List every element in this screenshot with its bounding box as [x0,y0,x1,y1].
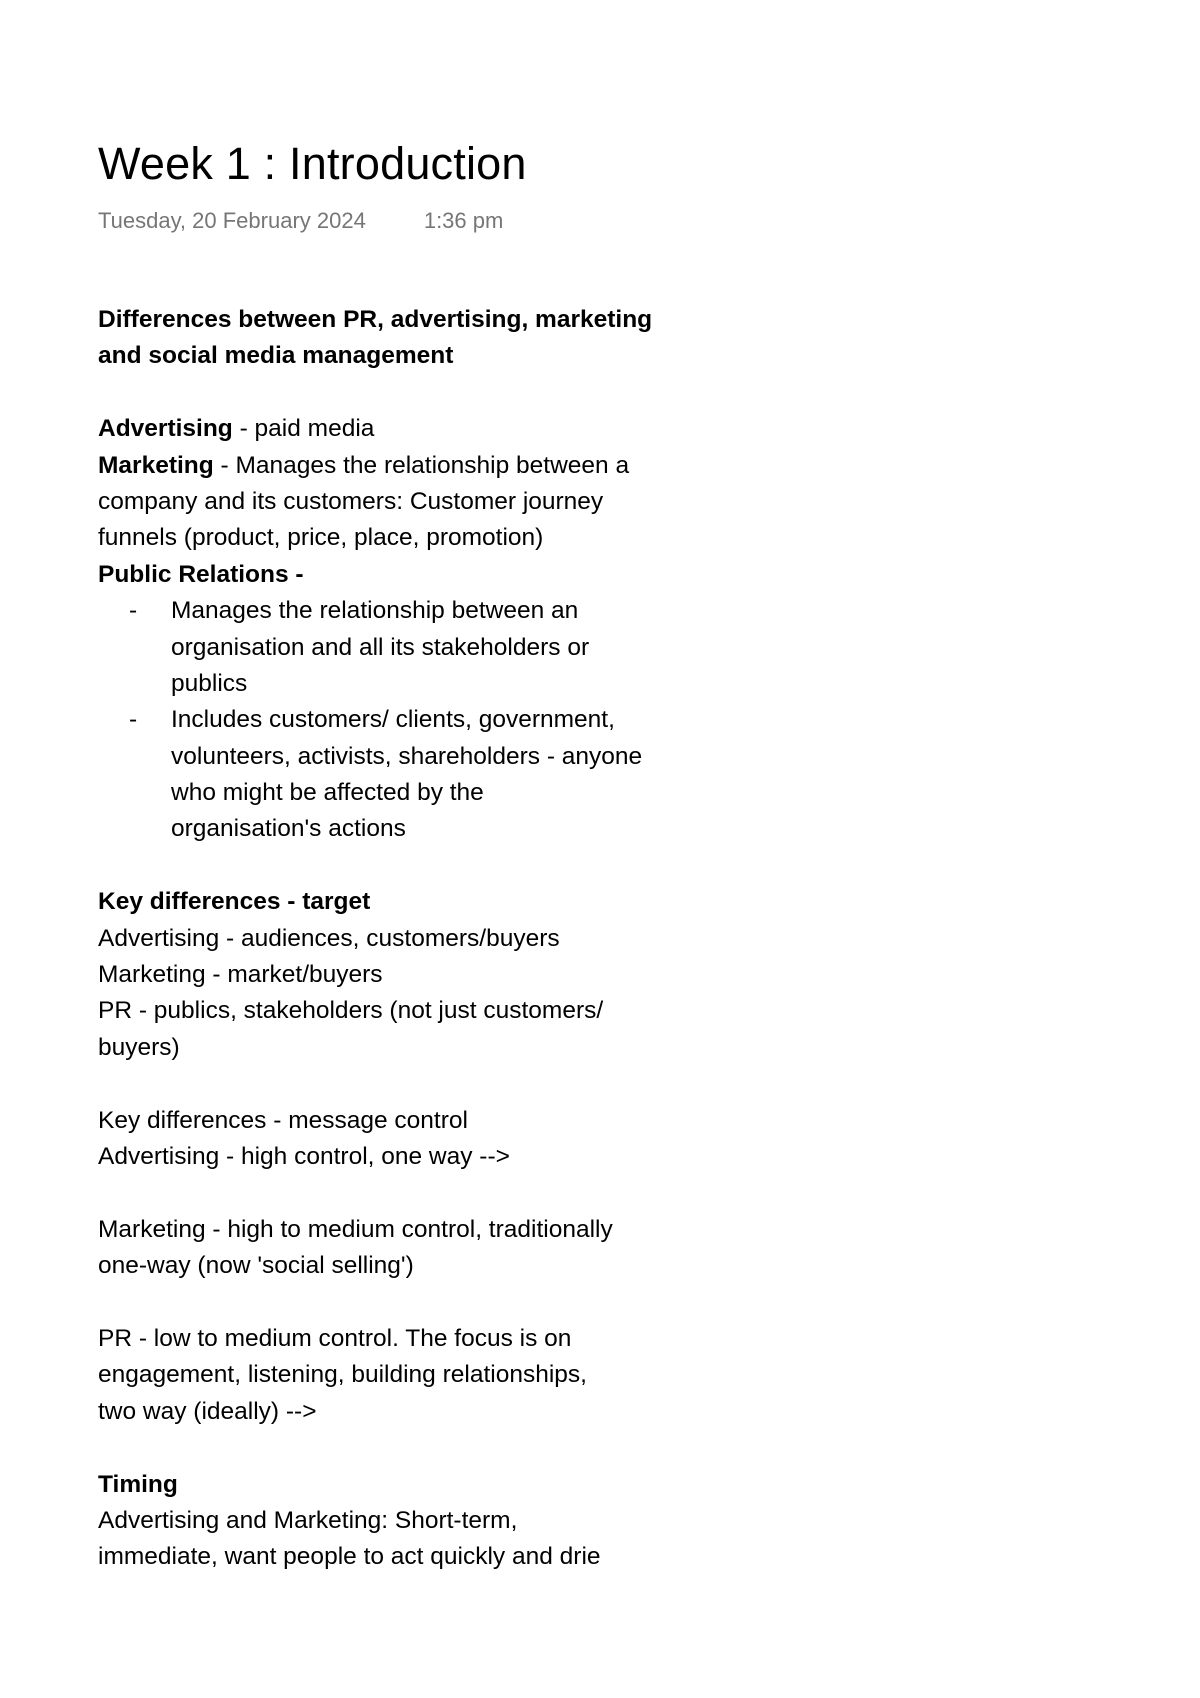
blank-line [98,1066,708,1102]
heading-text: Timing [98,1470,178,1498]
section-heading-target [98,884,708,920]
control-advertising: Advertising - high control, one way --> [98,1142,510,1170]
term-public-relations: Public Relations - [98,560,304,588]
blank-line [98,1285,708,1321]
bullet-dash: - [129,597,138,625]
target-pr: PR - publics, stakeholders (not just customers/ [98,997,604,1025]
control-pr-cont: two way (ideally) --> [98,1397,317,1425]
heading-text: Key differences - target [98,888,371,916]
section-heading-differences [98,302,708,338]
advertising-definition [98,411,708,447]
heading-text: Differences between PR, advertising, marketing [98,306,653,333]
target-pr-cont: buyers) [98,1033,180,1061]
marketing-definition [98,448,708,484]
blank-line [98,375,708,411]
target-marketing: Marketing - market/buyers [98,961,383,989]
list-item [98,593,708,629]
term-marketing: Marketing [98,451,214,479]
list-item-cont: volunteers, activists, shareholders - anyone [171,742,643,770]
list-item-cont: publics [171,669,248,697]
note-timestamp [98,205,503,237]
page-title: Week 1 : Introduction [98,138,527,189]
blank-line [98,848,708,884]
list-item-cont: who might be affected by the [171,779,484,807]
note-body [98,302,708,1576]
pr-term [98,557,708,593]
marketing-definition-cont: funnels (product, price, place, promotion) [98,524,544,552]
timing-text-cont: immediate, want people to act quickly and drie [98,1543,601,1571]
list-item-cont: organisation and all its stakeholders or [171,633,590,661]
control-pr: PR - low to medium control. The focus is on [98,1324,572,1352]
control-pr-cont: engagement, listening, building relationships, [98,1361,587,1389]
heading-text: and social media management [98,342,454,370]
section-heading-differences-cont [98,338,708,374]
section-heading-timing [98,1467,708,1503]
section-heading-message-control: Key differences - message control [98,1106,468,1134]
note-time: 1:36 pm [423,208,504,233]
definition-text: - paid media [232,415,375,443]
list-item-text: Includes customers/ clients, government, [171,706,615,734]
list-item-text: Manages the relationship between an [171,597,579,625]
term-advertising: Advertising [98,415,233,443]
bullet-dash: - [129,706,138,734]
timing-text: Advertising and Marketing: Short-term, [98,1506,518,1534]
control-marketing: Marketing - high to medium control, traditionally [98,1215,613,1243]
list-item [98,702,708,738]
definition-text: - Manages the relationship between a [213,451,630,479]
list-item-cont: organisation's actions [171,815,406,843]
blank-line [98,1175,708,1211]
marketing-definition-cont: company and its customers: Customer journey [98,487,604,515]
target-advertising: Advertising - audiences, customers/buyers [98,924,560,952]
note-date: Tuesday, 20 February 2024 [98,208,366,233]
control-marketing-cont: one-way (now 'social selling') [98,1252,414,1280]
blank-line [98,1430,708,1466]
